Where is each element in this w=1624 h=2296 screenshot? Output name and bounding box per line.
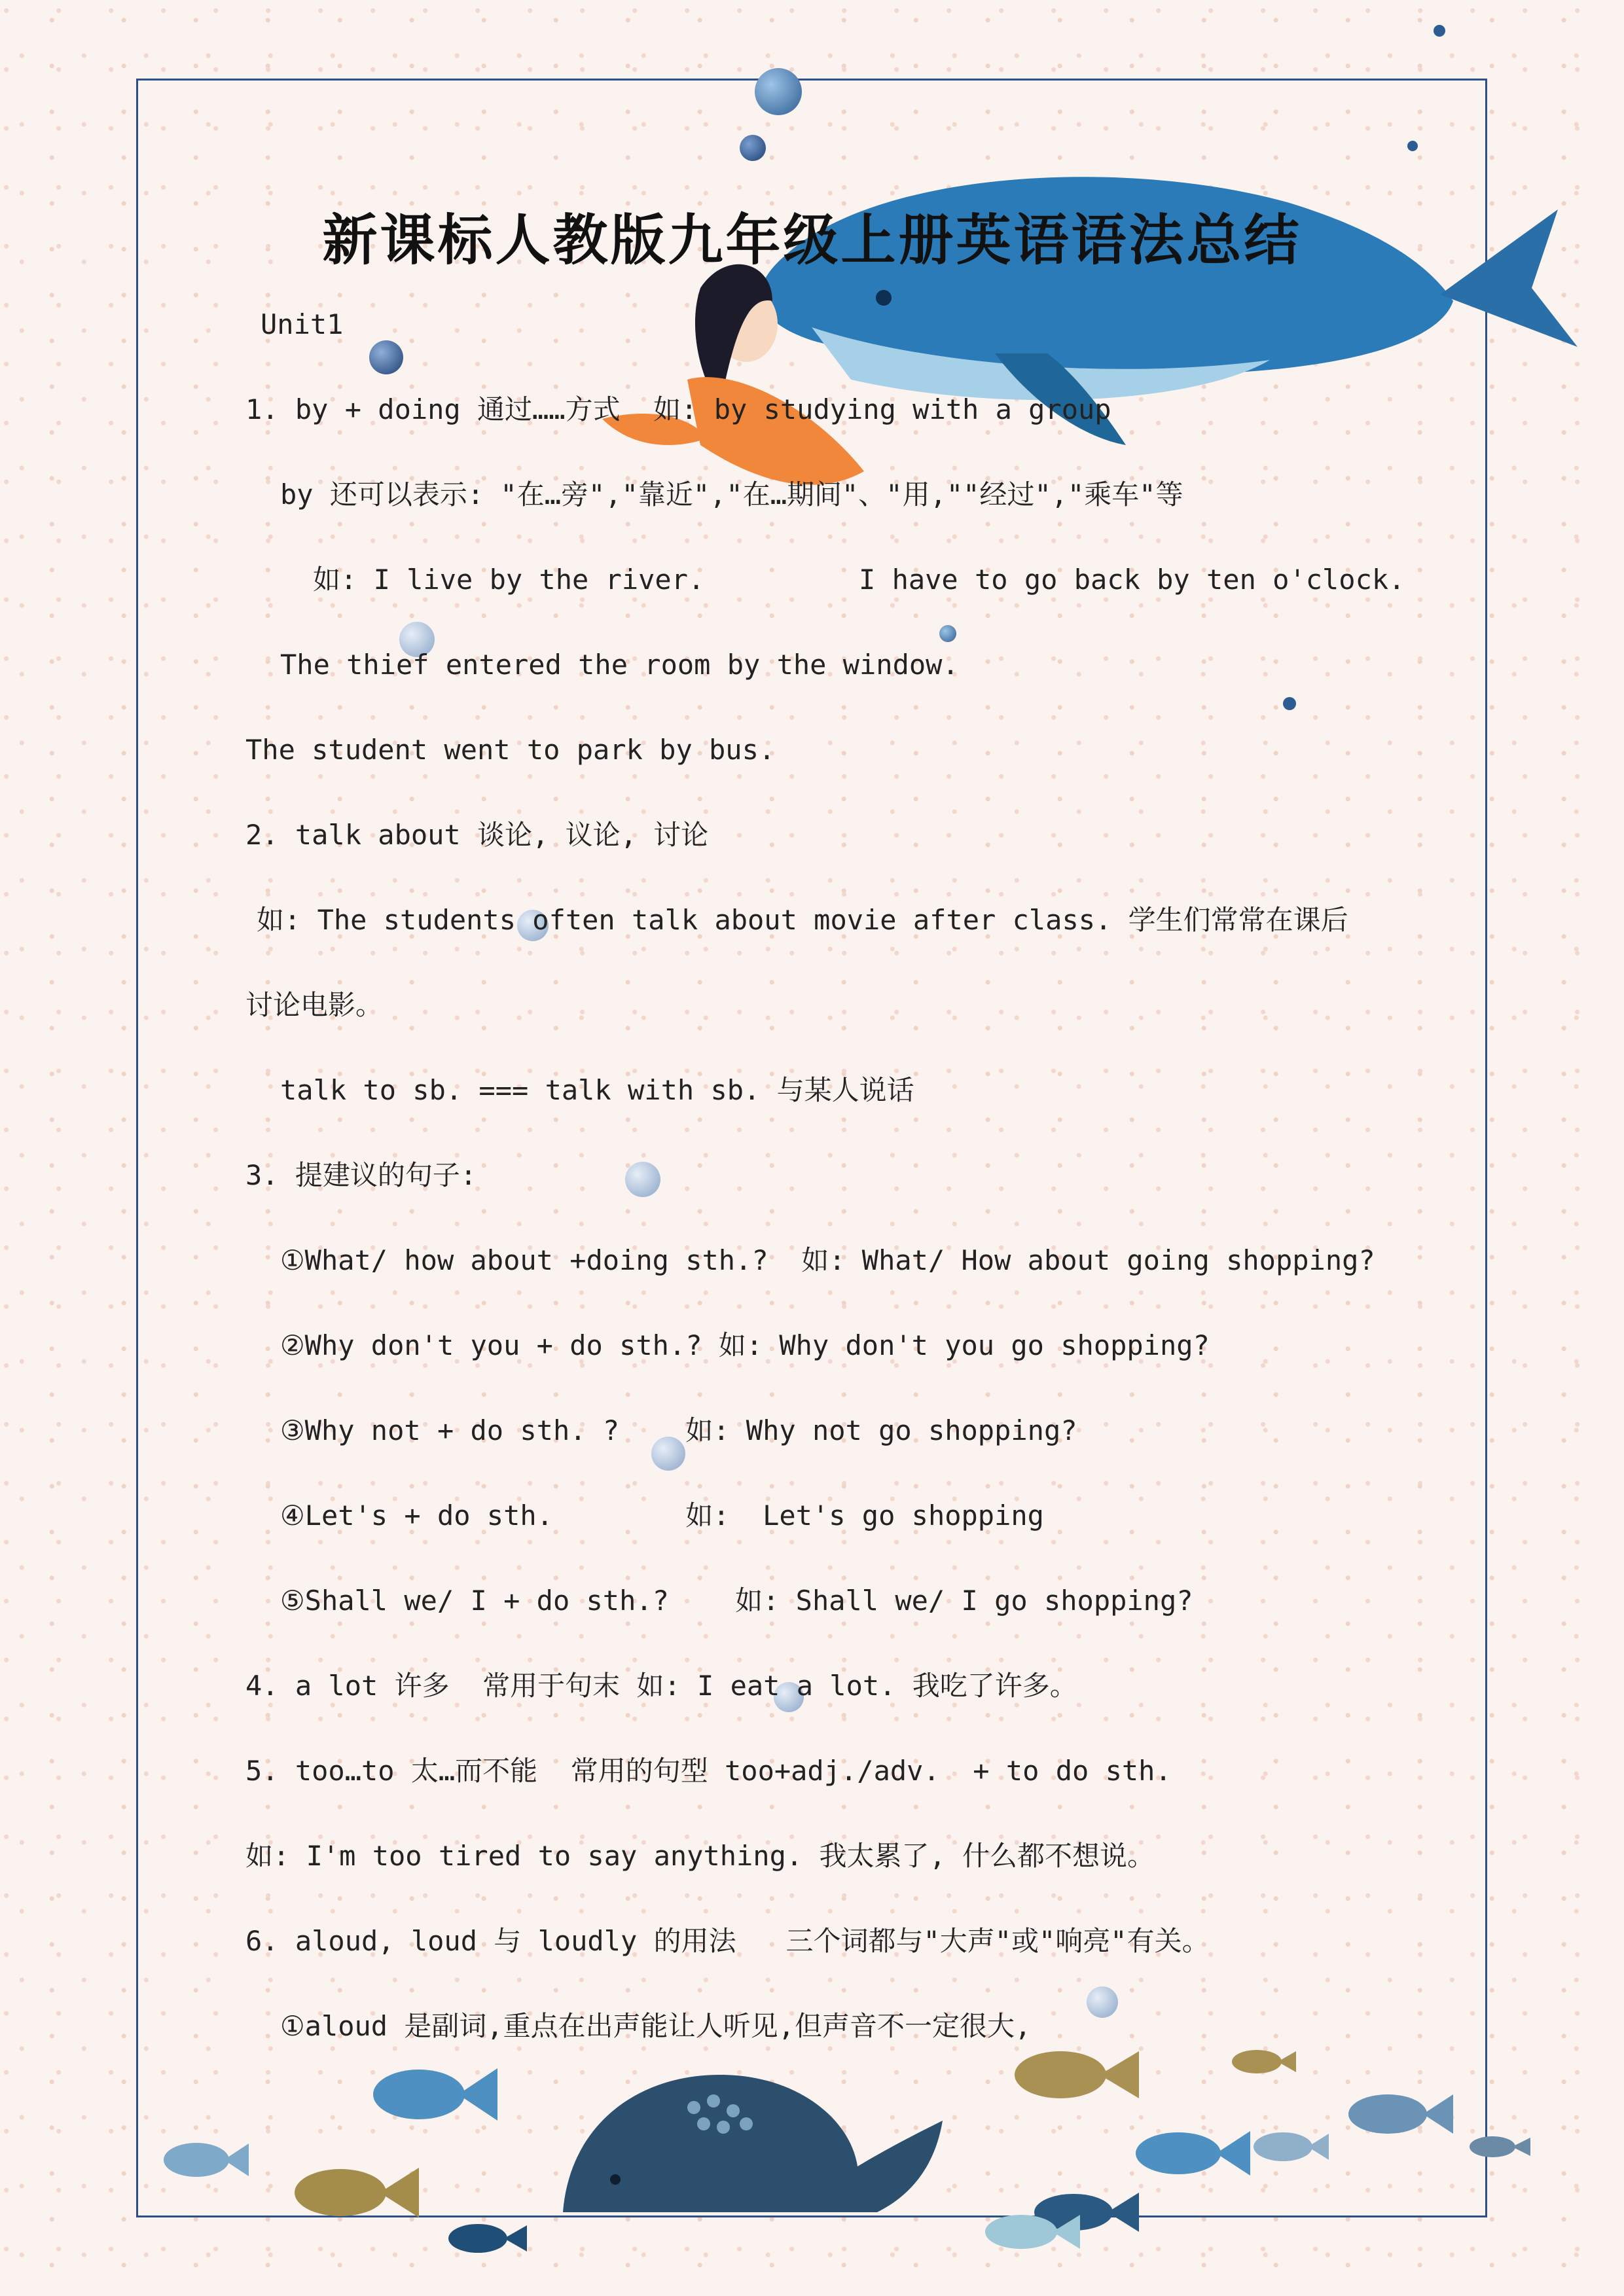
text-line: ⑤Shall we/ I + do sth.? 如: Shall we/ I go shopping?: [280, 1585, 1193, 1617]
text-line: The student went to park by bus.: [245, 734, 776, 766]
text-line: The thief entered the room by the window.: [280, 649, 959, 681]
text-line: 讨论电影。: [245, 989, 384, 1021]
text-line: ①aloud 是副词,重点在出声能让人听见,但声音不一定很大,: [280, 2010, 1032, 2042]
text-line: I have to go back by ten o'clock.: [859, 564, 1405, 596]
unit-heading: Unit1: [261, 308, 344, 340]
text-line: 5. too…to 太…而不能 常用的句型 too+adj./adv. + to do sth.: [245, 1755, 1172, 1787]
text-line: talk to sb. === talk with sb. 与某人说话: [280, 1074, 914, 1106]
text-line: 4. a lot 许多 常用于句末 如: I eat a lot. 我吃了许多。: [245, 1670, 1077, 1702]
text-line: 2. talk about 谈论, 议论, 讨论: [245, 819, 709, 851]
text-line: ③Why not + do sth. ? 如: Why not go shopping?: [280, 1414, 1077, 1446]
text-line: 如: I live by the river.: [313, 564, 705, 596]
text-line: 如: I'm too tired to say anything. 我太累了, 什么都不想说。: [245, 1840, 1155, 1872]
text-line: ②Why don't you + do sth.? 如: Why don't you go shopping?: [280, 1329, 1210, 1361]
text-line: ④Let's + do sth. 如: Let's go shopping: [280, 1499, 1044, 1532]
text-line: 1. by + doing 通过……方式 如: by studying with a group: [245, 393, 1111, 425]
text-line: by 还可以表示: "在…旁","靠近","在…期间"、"用,""经过","乘车"等: [280, 478, 1183, 511]
text-line: 6. aloud, loud 与 loudly 的用法 三个词都与"大声"或"响亮"有关。: [245, 1925, 1210, 1957]
text-line: ①What/ how about +doing sth.? 如: What/ How about going shopping?: [280, 1244, 1375, 1276]
text-line: 3. 提建议的句子:: [245, 1159, 477, 1191]
text-line: 如: The students often talk about movie after class. 学生们常常在课后: [257, 904, 1348, 936]
page-title: 新课标人教版九年级上册英语语法总结: [322, 207, 1302, 272]
